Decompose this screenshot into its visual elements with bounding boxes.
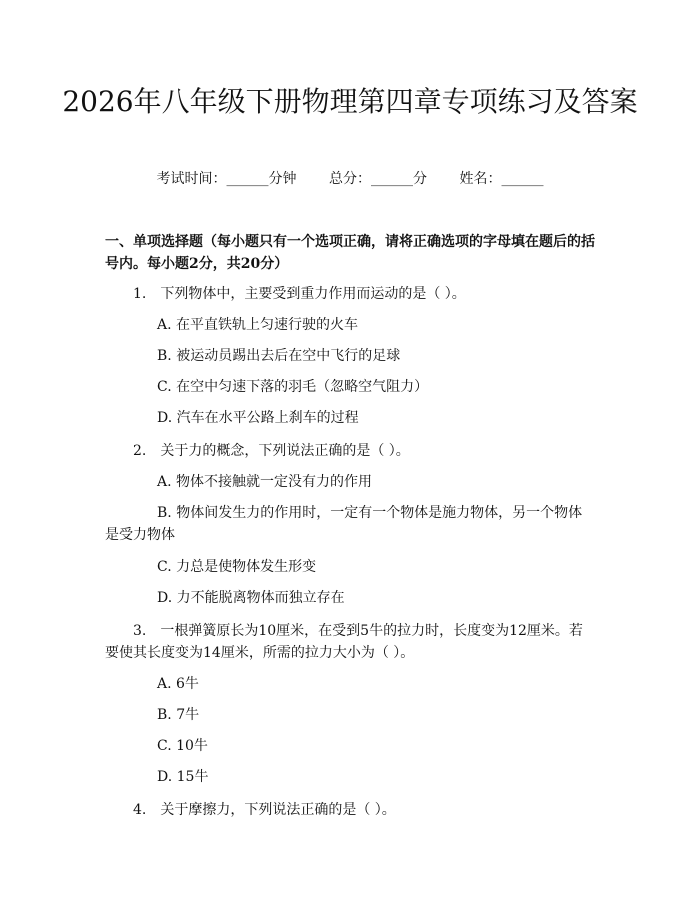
q1-option-a: A. 在平直铁轨上匀速行驶的火车 [157,317,359,333]
document-title: 2026年八年级下册物理第四章专项练习及答案 [62,85,638,118]
q2-option-b: B. 物体间发生力的作用时，一定有一个物体是施力物体，另一个物体是受力物体 [105,505,583,543]
q1-option-c: C. 在空中匀速下落的羽毛（忽略空气阻力） [157,379,429,395]
question-3: 3. 一根弹簧原长为10厘米，在受到5牛的拉力时，长度变为12厘米。若要使其长度变为14厘米，所需的拉力大小为（ ）。 [105,623,583,661]
q3-option-b: B. 7牛 [157,707,200,723]
q2-option-a: A. 物体不接触就一定没有力的作用 [157,474,373,490]
section-heading: 一、单项选择题（每小题只有一个选项正确，请将正确选项的字母填在题后的括号内。每小题2分，共20分） [105,234,595,272]
q3-option-d: D. 15牛 [157,769,209,785]
question-1: 1. 下列物体中，主要受到重力作用而运动的是（ ）。 [133,286,466,302]
student-name: 姓名：______ [459,171,544,187]
q1-option-d: D. 汽车在水平公路上刹车的过程 [157,410,359,426]
q2-option-d: D. 力不能脱离物体而独立存在 [157,590,345,606]
q3-option-a: A. 6牛 [157,676,199,692]
question-2: 2. 关于力的概念，下列说法正确的是（ ）。 [133,443,410,459]
total-score: 总分：______分 [329,171,427,187]
exam-info [0,168,700,188]
exam-time: 考试时间：______分钟 [156,171,297,187]
q2-option-c: C. 力总是使物体发生形变 [157,559,317,575]
q3-option-c: C. 10牛 [157,738,208,754]
question-4: 4. 关于摩擦力，下列说法正确的是（ ）。 [133,802,396,818]
q1-option-b: B. 被运动员踢出去后在空中飞行的足球 [157,348,401,364]
